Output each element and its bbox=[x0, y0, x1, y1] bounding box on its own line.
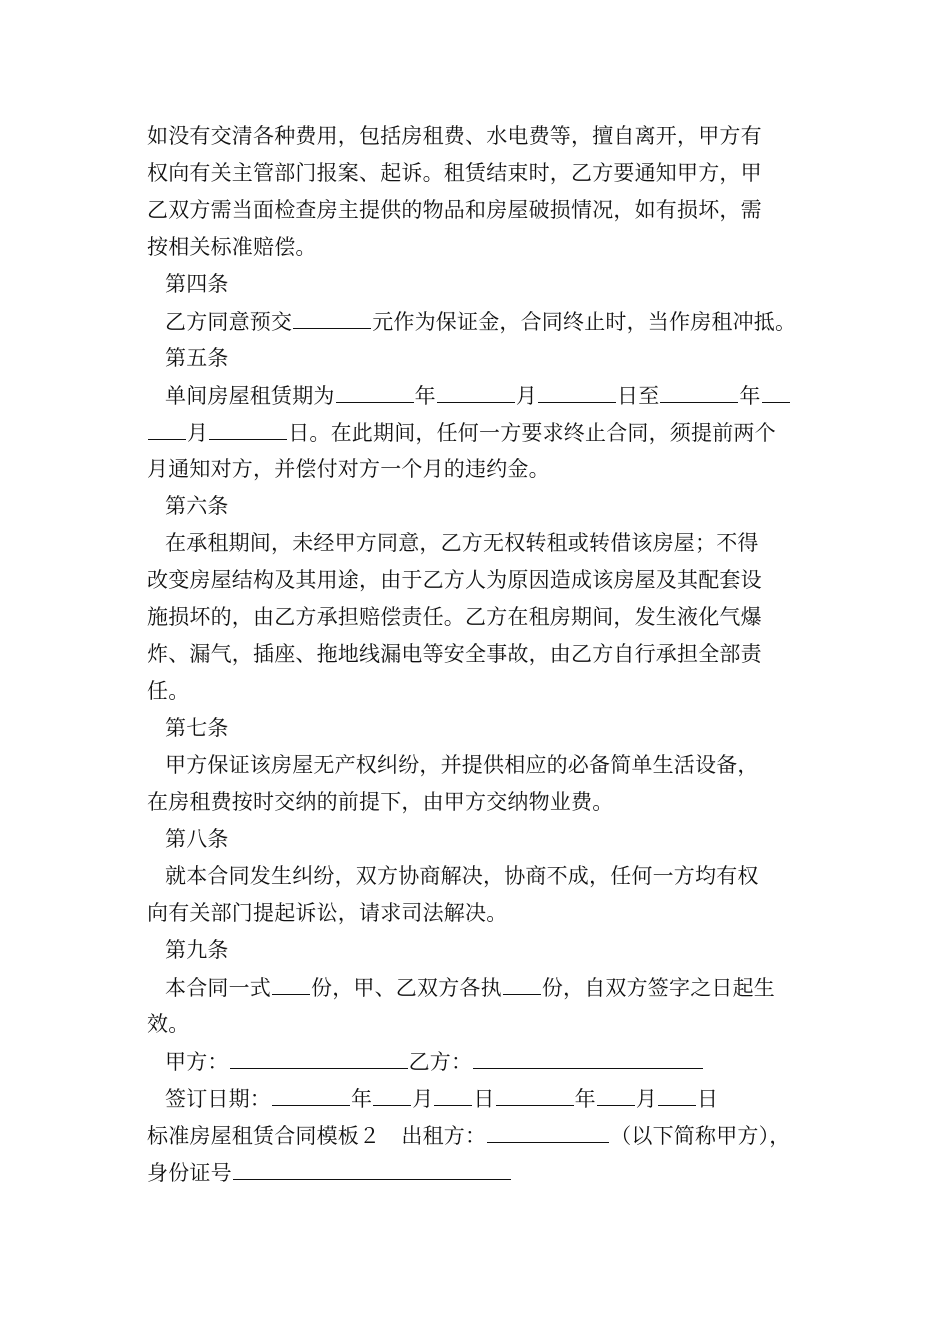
clause-text: 元作为保证金，合同终止时，当作房租冲抵。 bbox=[372, 310, 797, 334]
month-label: 月 bbox=[412, 1087, 434, 1111]
end-month-blank-start bbox=[762, 377, 790, 403]
lessor-name-blank bbox=[487, 1117, 609, 1143]
day-to-label: 日至 bbox=[617, 384, 660, 408]
clause-text: 乙方同意预交 bbox=[165, 310, 293, 334]
month-label: 月 bbox=[187, 421, 209, 445]
paragraph-line: 权向有关主管部门报案、起诉。租赁结束时，乙方要通知甲方，甲 bbox=[147, 161, 762, 185]
article-heading: 第六条 bbox=[165, 494, 229, 518]
clause-text: 单间房屋租赁期为 bbox=[165, 384, 335, 408]
paragraph-line: 月通知对方，并偿付对方一个月的违约金。 bbox=[147, 457, 550, 481]
month-label: 月 bbox=[635, 1087, 658, 1111]
paragraph-line: 向有关部门提起诉讼，请求司法解决。 bbox=[147, 901, 508, 925]
clause-text: 本合同一式 bbox=[165, 976, 271, 1000]
date-month-blank bbox=[597, 1080, 635, 1106]
day-label: 日 bbox=[697, 1087, 719, 1111]
paragraph-line: 按相关标准赔偿。 bbox=[147, 235, 317, 259]
end-month-blank-end bbox=[148, 414, 186, 440]
id-number-label: 身份证号 bbox=[147, 1161, 232, 1185]
date-month-blank bbox=[373, 1080, 411, 1106]
day-label: 日 bbox=[473, 1087, 495, 1111]
article-heading: 第五条 bbox=[165, 346, 229, 370]
party-a-label: 甲方： bbox=[165, 1050, 229, 1074]
signature-line bbox=[147, 1043, 817, 1080]
copies-clause bbox=[147, 969, 817, 1006]
clause-text: 份，自双方签字之日起生 bbox=[541, 976, 776, 1000]
deposit-amount-blank bbox=[293, 303, 371, 329]
date-year-blank bbox=[272, 1080, 350, 1106]
deposit-clause bbox=[147, 303, 817, 340]
paragraph-line: 甲方保证该房屋无产权纠纷，并提供相应的必备简单生活设备， bbox=[165, 753, 759, 777]
total-copies-blank bbox=[272, 969, 310, 995]
party-b-signature-blank bbox=[473, 1043, 703, 1069]
end-day-blank bbox=[209, 414, 287, 440]
paragraph-line: 在房租费按时交纳的前提下，由甲方交纳物业费。 bbox=[147, 790, 614, 814]
paragraph-line: 乙双方需当面检查房主提供的物品和房屋破损情况，如有损坏，需 bbox=[147, 198, 762, 222]
paragraph-line: 任。 bbox=[147, 679, 190, 703]
signing-date-label: 签订日期： bbox=[165, 1087, 271, 1111]
article-heading: 第七条 bbox=[165, 716, 229, 740]
clause-text: 日。在此期间，任何一方要求终止合同，须提前两个 bbox=[288, 421, 776, 445]
year-label: 年 bbox=[739, 384, 761, 408]
month-label: 月 bbox=[515, 384, 538, 408]
paragraph-line: 如没有交清各种费用，包括房租费、水电费等，擅自离开，甲方有 bbox=[147, 124, 762, 148]
paragraph-line: 炸、漏气，插座、拖地线漏电等安全事故，由乙方自行承担全部责 bbox=[147, 642, 762, 666]
party-a-signature-blank bbox=[230, 1043, 408, 1069]
article-heading: 第四条 bbox=[165, 272, 229, 296]
start-day-blank bbox=[538, 377, 616, 403]
article-heading: 第九条 bbox=[165, 938, 229, 962]
end-year-blank bbox=[660, 377, 738, 403]
paragraph-line: 施损坏的，由乙方承担赔偿责任。乙方在租房期间，发生液化气爆 bbox=[147, 605, 762, 629]
template-title: 标准房屋租赁合同模板２ 出租方： bbox=[147, 1124, 487, 1148]
id-number-blank bbox=[233, 1154, 511, 1180]
lease-term-clause bbox=[147, 377, 817, 414]
date-year-blank bbox=[496, 1080, 574, 1106]
year-label: 年 bbox=[574, 1087, 596, 1111]
clause-text: 份，甲、乙双方各执 bbox=[311, 976, 502, 1000]
party-b-label: 乙方： bbox=[408, 1050, 473, 1074]
each-copies-blank bbox=[503, 969, 541, 995]
signing-date-line bbox=[147, 1080, 817, 1117]
contract-page bbox=[147, 118, 817, 1191]
paragraph-line: 改变房屋结构及其用途，由于乙方人为原因造成该房屋及其配套设 bbox=[147, 568, 762, 592]
lease-term-clause-cont bbox=[147, 414, 817, 451]
id-number-line bbox=[147, 1154, 817, 1191]
date-day-blank bbox=[658, 1080, 696, 1106]
year-label: 年 bbox=[351, 1087, 373, 1111]
clause-text: （以下简称甲方）， bbox=[610, 1124, 791, 1148]
start-year-blank bbox=[336, 377, 414, 403]
start-month-blank bbox=[437, 377, 515, 403]
article-heading: 第八条 bbox=[165, 827, 229, 851]
paragraph-line: 就本合同发生纠纷，双方协商解决，协商不成，任何一方均有权 bbox=[165, 864, 759, 888]
date-day-blank bbox=[434, 1080, 472, 1106]
template-heading-line bbox=[147, 1117, 817, 1154]
year-label: 年 bbox=[414, 384, 436, 408]
paragraph-line: 效。 bbox=[147, 1012, 190, 1036]
paragraph-line: 在承租期间，未经甲方同意，乙方无权转租或转借该房屋；不得 bbox=[165, 531, 759, 555]
